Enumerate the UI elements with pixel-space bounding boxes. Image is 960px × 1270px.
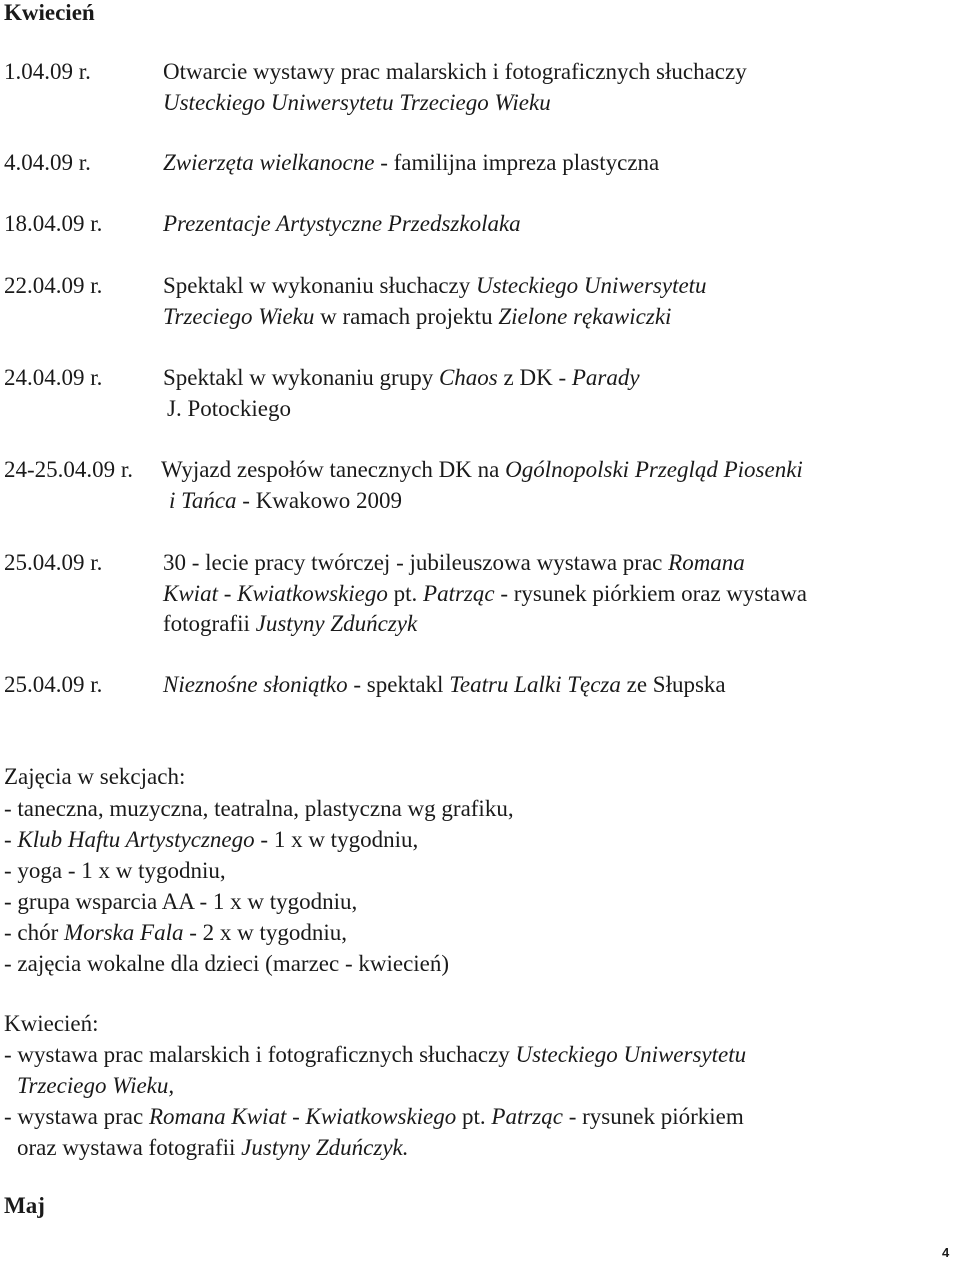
text: - grupa wsparcia AA - 1 x w tygodniu, <box>4 889 358 914</box>
italic-text: Patrząc <box>491 1104 563 1129</box>
text: Wyjazd zespołów tanecznych DK na <box>161 457 506 482</box>
text-line <box>4 1040 746 1070</box>
italic-text: i Tańca <box>169 488 237 513</box>
text: - 1 x w tygodniu, <box>254 827 419 852</box>
text-line <box>17 1133 409 1163</box>
text: oraz wystawa fotografii <box>17 1135 242 1160</box>
event-date: 1.04.09 r. <box>4 59 91 84</box>
text-line <box>17 1071 174 1101</box>
text: - yoga - 1 x w tygodniu, <box>4 858 226 883</box>
text-line <box>163 302 671 332</box>
text: ze Słupska <box>620 672 726 697</box>
text: - wystawa prac malarskich i fotograficznych słuchaczy <box>4 1042 516 1067</box>
text-line <box>4 1102 744 1132</box>
text: - 2 x w tygodniu, <box>183 920 348 945</box>
page-number: 4 <box>942 1245 950 1260</box>
italic-text: Zielone rękawiczki <box>498 304 672 329</box>
text-line <box>4 825 418 855</box>
text-line <box>4 856 226 886</box>
text: J. Potockiego <box>167 396 291 421</box>
event-date: 4.04.09 r. <box>4 150 91 175</box>
italic-text: Usteckiego Uniwersytetu <box>475 273 707 298</box>
event-date: 25.04.09 r. <box>4 672 103 697</box>
text: 30 - lecie pracy twórczej - jubileuszowa wystawa prac <box>163 550 669 575</box>
text-line <box>161 455 803 485</box>
text: - chór <box>4 920 65 945</box>
text-line <box>163 271 707 301</box>
text: pt. <box>387 581 424 606</box>
text: - rysunek piórkiem oraz wystawa <box>494 581 807 606</box>
text: fotografii <box>163 611 256 636</box>
heading-may: Maj <box>4 1193 45 1218</box>
text: - taneczna, muzyczna, teatralna, plastyczna wg grafiku, <box>4 796 514 821</box>
text-line <box>163 548 745 578</box>
text: Spektakl w wykonaniu grupy <box>163 365 439 390</box>
italic-text: Usteckiego Uniwersytetu <box>515 1042 747 1067</box>
text-line <box>4 887 357 917</box>
heading-april: Kwiecień <box>4 0 95 25</box>
text: - rysunek piórkiem <box>562 1104 744 1129</box>
text: - Kwakowo 2009 <box>236 488 402 513</box>
italic-text: Justyny Zduńczyk. <box>241 1135 409 1160</box>
sections-heading: Zajęcia w sekcjach: <box>4 764 186 789</box>
italic-text: Prezentacje Artystyczne Przedszkolaka <box>163 211 521 236</box>
italic-text: Romana Kwiat - Kwiatkowskiego <box>148 1104 457 1129</box>
italic-text: Romana <box>668 550 745 575</box>
italic-text: Usteckiego Uniwersytetu Trzeciego Wieku <box>163 90 551 115</box>
exhibitions-heading: Kwiecień: <box>4 1011 99 1036</box>
italic-text: Morska Fala <box>64 920 184 945</box>
text: - zajęcia wokalne dla dzieci (marzec - kwiecień) <box>4 951 450 976</box>
italic-text: Teatru Lalki Tęcza <box>449 672 621 697</box>
text-line <box>163 670 726 700</box>
italic-text: Parady <box>571 365 640 390</box>
text-line <box>163 209 521 239</box>
text-line <box>163 579 807 609</box>
text: w ramach projektu <box>314 304 499 329</box>
text: - spektakl <box>347 672 450 697</box>
text: Spektakl w wykonaniu słuchaczy <box>163 273 476 298</box>
italic-text: Chaos <box>438 365 498 390</box>
italic-text: Trzeciego Wieku <box>163 304 315 329</box>
event-date: 18.04.09 r. <box>4 211 103 236</box>
italic-text: Ogólnopolski Przegląd Piosenki <box>505 457 803 482</box>
event-date: 25.04.09 r. <box>4 550 103 575</box>
text: - familijna impreza plastyczna <box>374 150 660 175</box>
text-line <box>163 57 747 87</box>
event-date: 22.04.09 r. <box>4 273 103 298</box>
text: pt. <box>456 1104 492 1129</box>
italic-text: Trzeciego Wieku, <box>17 1073 175 1098</box>
text: z DK - <box>497 365 572 390</box>
text-line <box>4 918 347 948</box>
text-line <box>169 486 402 516</box>
text: - <box>4 827 18 852</box>
text-line <box>163 88 551 118</box>
text-line <box>163 148 659 178</box>
event-date: 24.04.09 r. <box>4 365 103 390</box>
text-line <box>4 949 449 979</box>
italic-text: Klub Haftu Artystycznego <box>17 827 255 852</box>
italic-text: Justyny Zduńczyk <box>255 611 418 636</box>
italic-text: Nieznośne słoniątko <box>163 672 348 697</box>
italic-text: Zwierzęta wielkanocne <box>163 150 375 175</box>
text-line <box>4 794 514 824</box>
text-line <box>167 394 291 424</box>
text-line <box>163 363 640 393</box>
italic-text: Kwiat - Kwiatkowskiego <box>163 581 388 606</box>
italic-text: Patrząc <box>423 581 495 606</box>
event-date: 24-25.04.09 r. <box>4 457 134 482</box>
text-line <box>163 609 417 639</box>
text: Otwarcie wystawy prac malarskich i fotograficznych słuchaczy <box>163 59 747 84</box>
text: - wystawa prac <box>4 1104 149 1129</box>
